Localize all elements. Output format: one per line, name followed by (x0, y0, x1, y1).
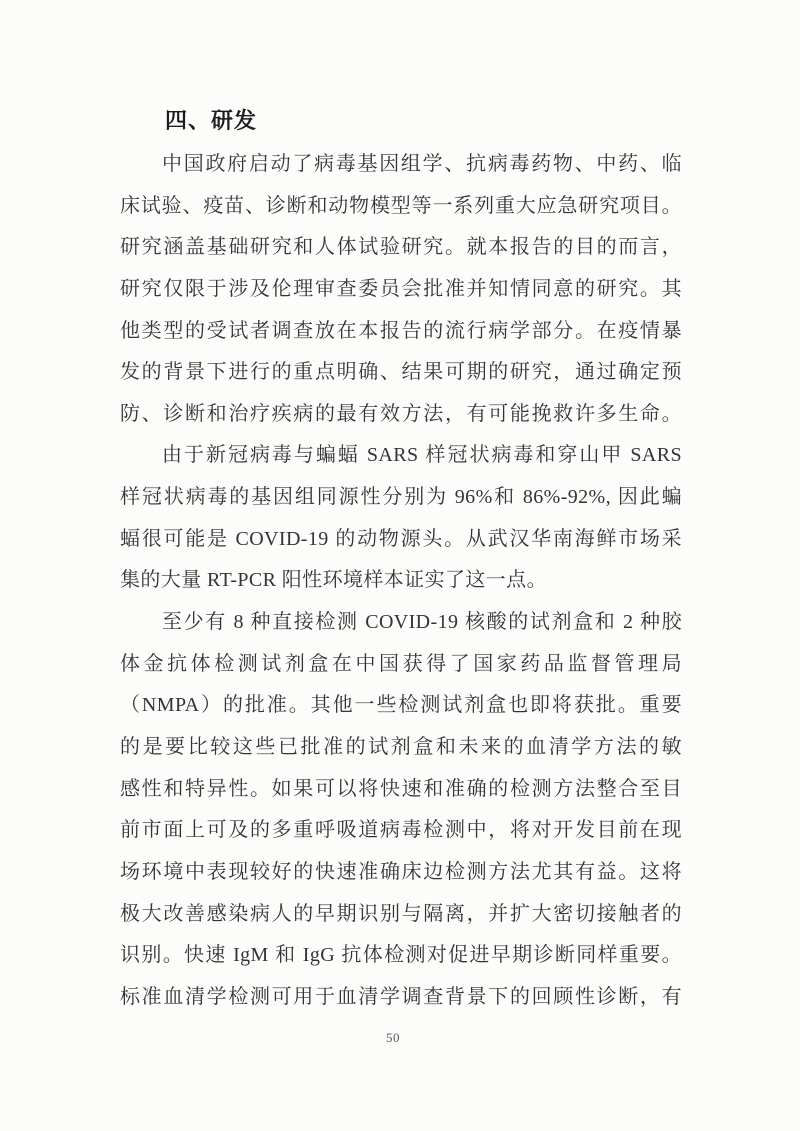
text-line: 感性和特异性。如果可以将快速和准确的检测方法整合至目 (120, 777, 682, 800)
text-line: 防、诊断和治疗疾病的最有效方法，有可能挽救许多生命。 (120, 402, 682, 425)
text-line: 集的大量 RT-PCR 阳性环境样本证实了这一点。 (120, 569, 547, 592)
text-line: 识别。快速 IgM 和 IgG 抗体检测对促进早期诊断同样重要。 (120, 944, 682, 967)
text-line: 标准血清学检测可用于血清学调查背景下的回顾性诊断，有 (120, 985, 682, 1008)
text-line: 极大改善感染病人的早期识别与隔离，并扩大密切接触者的 (120, 902, 682, 925)
text-line: 他类型的受试者调查放在本报告的流行病学部分。在疫情暴 (120, 319, 682, 342)
text-line: （NMPA）的批准。其他一些检测试剂盒也即将获批。重要 (120, 694, 682, 717)
text-line: 体金抗体检测试剂盒在中国获得了国家药品监督管理局 (120, 652, 682, 675)
text-line: 床试验、疫苗、诊断和动物模型等一系列重大应急研究项目。 (120, 194, 682, 217)
section-heading: 四、研发 (165, 108, 258, 133)
text-line: 场环境中表现较好的快速准确床边检测方法尤其有益。这将 (120, 860, 682, 883)
page-number: 50 (386, 1030, 400, 1045)
text-line: 的是要比较这些已批准的试剂盒和未来的血清学方法的敏 (120, 735, 682, 758)
text-line: 研究仅限于涉及伦理审查委员会批准并知情同意的研究。其 (120, 277, 682, 300)
text-line: 研究涵盖基础研究和人体试验研究。就本报告的目的而言， (120, 236, 682, 259)
text-block (120, 144, 682, 1018)
text-line: 发的背景下进行的重点明确、结果可期的研究，通过确定预 (120, 361, 682, 384)
text-line: 样冠状病毒的基因组同源性分别为 96%和 86%-92%, 因此蝙 (120, 486, 682, 509)
text-line: 蝠很可能是 COVID-19 的动物源头。从武汉华南海鲜市场采 (120, 527, 682, 550)
text-line: 前市面上可及的多重呼吸道病毒检测中，将对开发目前在现 (120, 819, 682, 842)
text-line: 由于新冠病毒与蝙蝠 SARS 样冠状病毒和穿山甲 SARS (162, 444, 682, 467)
text-line: 中国政府启动了病毒基因组学、抗病毒药物、中药、临 (162, 153, 682, 175)
text-line: 至少有 8 种直接检测 COVID-19 核酸的试剂盒和 2 种胶 (162, 611, 682, 634)
